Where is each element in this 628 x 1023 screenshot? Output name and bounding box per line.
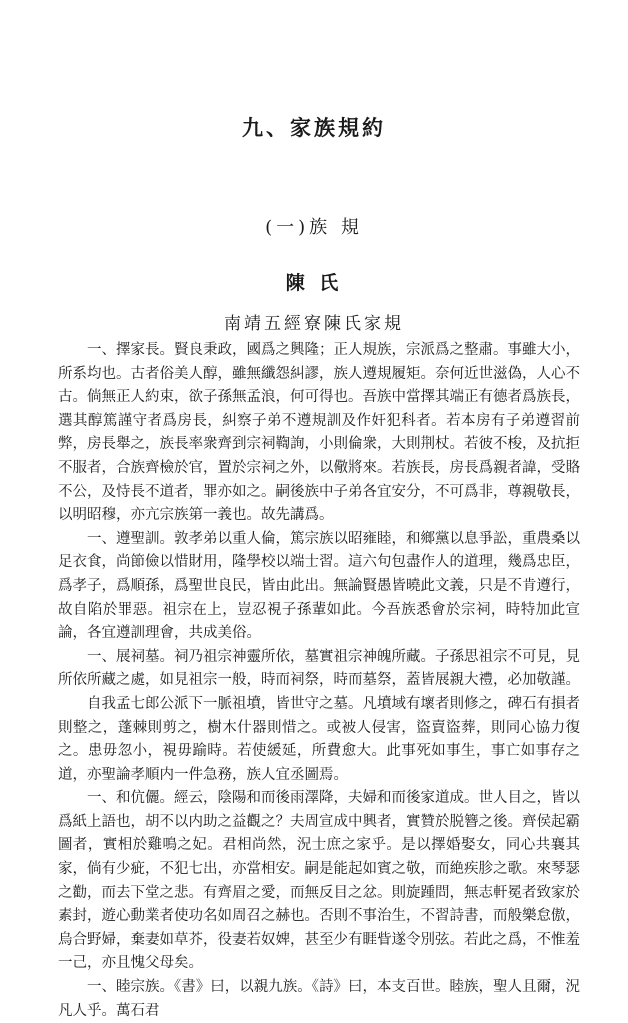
paragraph-ancestral-tombs: 自我孟七郎公派下一脈祖墳，皆世守之墓。凡墳域有壞者則修之，碑石有損者則整之，蓬棘則剪之，樹木什器則惜之。或被人侵害，盜賣盜葬，則同心協力復之。患毋忽小，視毋踰時。若使緩延，所費愈大。此事死如事生，事亡如事存之道，亦聖論孝順内一件急務，族人宜丞圖焉。 [58,695,580,783]
document-title: 南靖五經寮陳氏家規 [224,314,404,334]
chapter-title: 九、家族規約 [242,115,386,140]
document-body [58,339,580,1023]
section-title: (一)族 規 [265,217,363,238]
paragraph-marital-harmony: 一、和伉儷。經云，陰陽和而後雨澤降，夫婦和而後家道成。世人目之，皆以爲紙上語也，胡不以内助之益觀之？夫周宣成中興者，實贊於脱簪之後。齊侯起霸圖者，實相於雞鳴之妃。君相尚然，況士庶之家乎。是以擇婚娶女，同心共襄其家，倘有少疵，不犯七出，亦當相安。嗣是能起如賓之敬，而絶疾胗之歌。來琴瑟之勸，而去下堂之悲。有齊眉之愛，而無反目之忿。則旋踵問，無志軒冕者致家於素封，遊心動業者使功名如周召之赫也。否則不事治生，不習詩書，而般樂怠傲，烏合野婦，棄妻如草芥，役妻若奴婢，甚至少有睚眥遂令別弦。若此之爲，不惟羞一己，亦且愧父母矣。 [58,790,580,972]
clan-title: 陳 氏 [285,272,343,294]
paragraph-select-patriarch: 一、擇家長。賢良秉政，國爲之興隆；正人規族，宗派爲之整肅。事雖大小，所系均也。古者俗美人醇，雖無纖怨糾謬，族人遵規履矩。奈何近世滋偽，人心不古。倘無正人約束，欲子孫無孟浪，何可得也。吾族中當擇其端正有德者爲族長，選其醇篤謹守者爲房長，糾察子弟不遵規訓及作奸犯科者。若本房有子弟遵習前弊，房長舉之，族長率衆齊到宗祠鞫詢，小則倫衆，大則荆杖。若彼不梭，及抗拒不服者，合族齊檢於官，置於宗祠之外，以儆將來。若族長，房長爲親者諱，受賂不公，及恃長不道者，罪亦如之。嗣後族中子弟各宜安分，不可爲非，尊親敬長，以明昭穆，亦亢宗族第一義也。故先講爲。 [58,342,580,524]
paragraph-clan-harmony: 一、睦宗族。《書》曰，以親九族。《詩》曰，本支百世。睦族，聖人且爾，況凡人乎。萬石君 [58,979,580,1019]
paragraph-tend-shrines: 一、展祠墓。祠乃祖宗神靈所依，墓實祖宗神魄所藏。子孫思祖宗不可見，見所依所藏之處，如見祖宗一般，時而祠祭，時而墓祭，蓋皆展親大禮，必加敬謹。 [58,648,580,689]
paragraph-follow-edicts: 一、遵聖訓。敦孝弟以重人倫，篤宗族以昭雍睦，和鄉黨以息爭訟，重農桑以足衣食，尚節儉以惜財用，隆學校以端士習。這六句包盡作人的道理，幾爲忠臣，爲孝子，爲順孫，爲聖世良民，皆由此出。無論賢愚皆曉此文義，只是不肯遵行，故自陷於罪惡。祖宗在上，豈忍視子孫輩如此。今吾族悉會於宗祠，時特加此宣論，各宜遵訓理會，共成美俗。 [58,530,580,642]
